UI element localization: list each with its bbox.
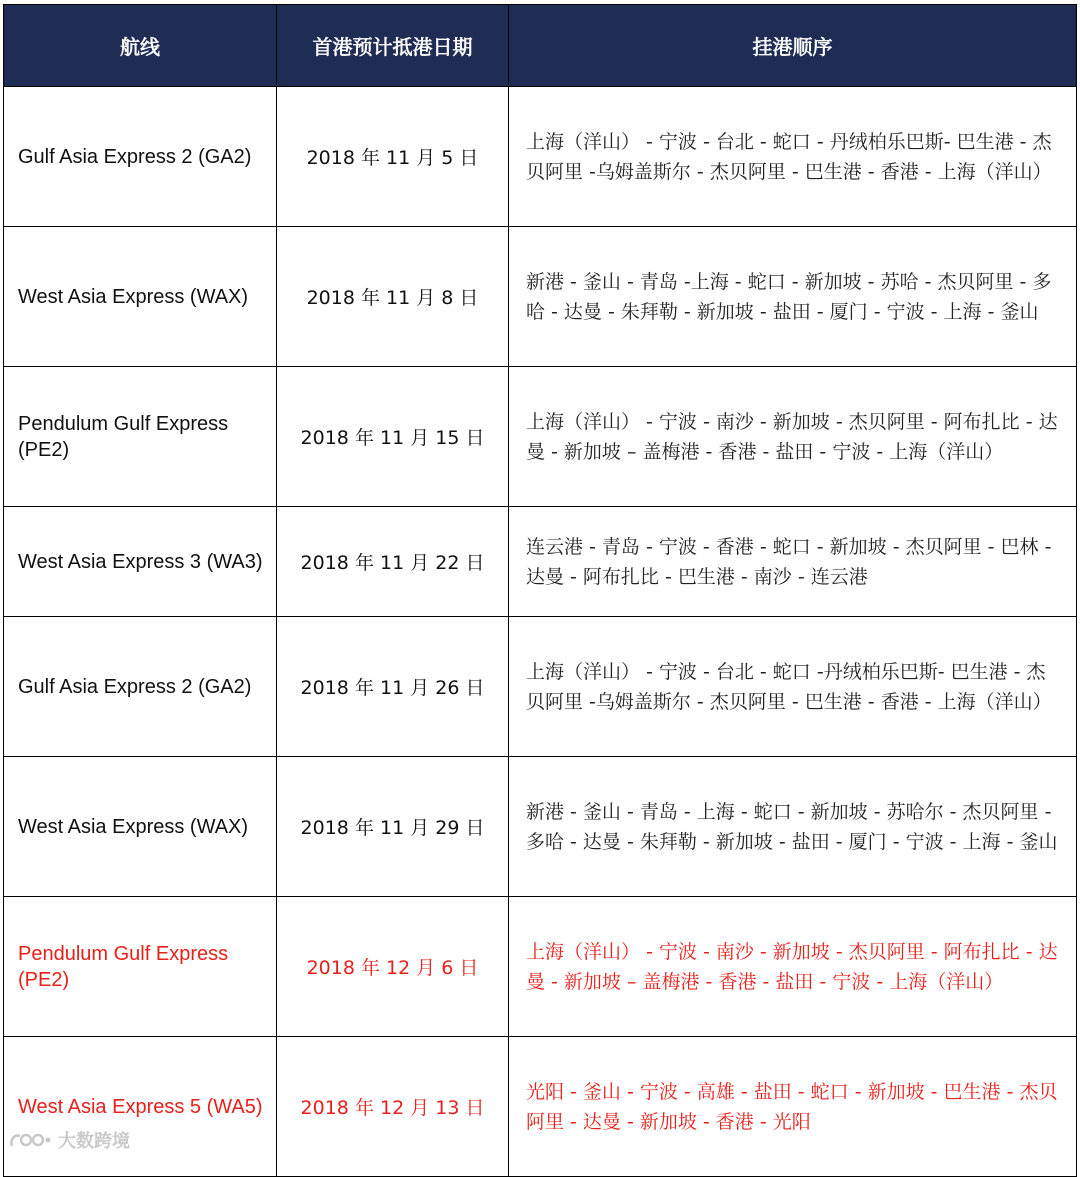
table-row: [4, 87, 1077, 227]
watermark: [8, 1127, 130, 1153]
table-row-highlighted: [4, 1037, 1077, 1177]
date-cell: 2018 年 12 月 13 日: [277, 1037, 509, 1177]
ports-cell: 新港 - 釜山 - 青岛 - 上海 - 蛇口 - 新加坡 - 苏哈尔 - 杰贝阿里 - 多哈 - 达曼 - 朱拜勒 - 新加坡 - 盐田 - 厦门 - 宁波 - 上海 - 釜山: [509, 757, 1077, 897]
table-row: [4, 507, 1077, 617]
route-cell: West Asia Express (WAX): [4, 757, 277, 897]
ports-cell: 上海（洋山） - 宁波 - 台北 - 蛇口 - 丹绒柏乐巴斯- 巴生港 - 杰贝阿里 -乌姆盖斯尔 - 杰贝阿里 - 巴生港 - 香港 - 上海（洋山）: [509, 87, 1077, 227]
ports-cell: 上海（洋山） - 宁波 - 南沙 - 新加坡 - 杰贝阿里 - 阿布扎比 - 达曼 - 新加坡 – 盖梅港 - 香港 - 盐田 - 宁波 - 上海（洋山）: [509, 367, 1077, 507]
date-cell: 2018 年 11 月 8 日: [277, 227, 509, 367]
ports-cell: 光阳 - 釜山 - 宁波 - 高雄 - 盐田 - 蛇口 - 新加坡 - 巴生港 - 杰贝阿里 - 达曼 - 新加坡 - 香港 - 光阳: [509, 1037, 1077, 1177]
watermark-text: 大数跨境: [58, 1131, 130, 1152]
route-cell: Pendulum Gulf Express (PE2): [4, 367, 277, 507]
ports-cell: 新港 - 釜山 - 青岛 -上海 - 蛇口 - 新加坡 - 苏哈 - 杰贝阿里 - 多哈 - 达曼 - 朱拜勒 - 新加坡 - 盐田 - 厦门 - 宁波 - 上海 - 釜山: [509, 227, 1077, 367]
date-cell: 2018 年 11 月 5 日: [277, 87, 509, 227]
date-cell: 2018 年 11 月 26 日: [277, 617, 509, 757]
header-date: 首港预计抵港日期: [277, 5, 509, 87]
shipping-schedule-table: [3, 4, 1077, 1177]
header-row: [4, 5, 1077, 87]
header-route: 航线: [4, 5, 277, 87]
route-cell: West Asia Express 3 (WA3): [4, 507, 277, 617]
ports-cell: 连云港 - 青岛 - 宁波 - 香港 - 蛇口 - 新加坡 - 杰贝阿里 - 巴林 - 达曼 - 阿布扎比 - 巴生港 - 南沙 - 连云港: [509, 507, 1077, 617]
ports-cell: 上海（洋山） - 宁波 - 台北 - 蛇口 -丹绒柏乐巴斯- 巴生港 - 杰贝阿里 -乌姆盖斯尔 - 杰贝阿里 - 巴生港 - 香港 - 上海（洋山）: [509, 617, 1077, 757]
logo-icon: [8, 1128, 52, 1152]
table-row: [4, 367, 1077, 507]
route-cell: Gulf Asia Express 2 (GA2): [4, 617, 277, 757]
ports-cell: 上海（洋山） - 宁波 - 南沙 - 新加坡 - 杰贝阿里 - 阿布扎比 - 达曼 - 新加坡 – 盖梅港 - 香港 - 盐田 - 宁波 - 上海（洋山）: [509, 897, 1077, 1037]
header-ports: 挂港顺序: [509, 5, 1077, 87]
route-cell: Pendulum Gulf Express (PE2): [4, 897, 277, 1037]
date-cell: 2018 年 12 月 6 日: [277, 897, 509, 1037]
route-cell: West Asia Express 5 (WA5): [4, 1037, 277, 1177]
date-cell: 2018 年 11 月 29 日: [277, 757, 509, 897]
route-cell: West Asia Express (WAX): [4, 227, 277, 367]
table-row: [4, 757, 1077, 897]
date-cell: 2018 年 11 月 22 日: [277, 507, 509, 617]
table-row: [4, 617, 1077, 757]
date-cell: 2018 年 11 月 15 日: [277, 367, 509, 507]
table-row: [4, 227, 1077, 367]
table-row-highlighted: [4, 897, 1077, 1037]
route-cell: Gulf Asia Express 2 (GA2): [4, 87, 277, 227]
